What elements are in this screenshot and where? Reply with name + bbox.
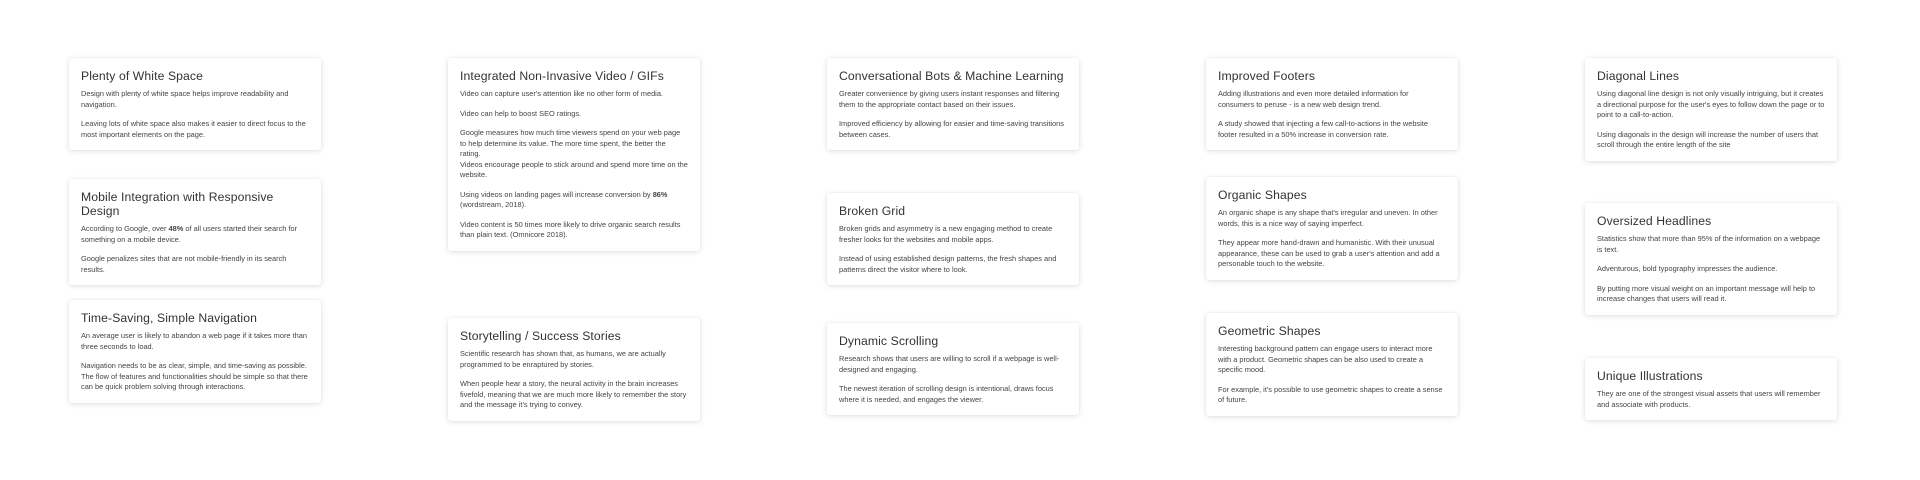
card-text: Greater convenience by giving users instant responses and filtering them to the appropriate contact based on their issues. [839,89,1060,109]
card-title: Organic Shapes [1218,188,1307,202]
card-text: The newest iteration of scrolling design is intentional, draws focus where it is needed, and engages the viewer. [839,384,1054,404]
card-title: Storytelling / Success Stories [460,329,621,343]
card-text: Using diagonal line design is not only visually intriguing, but it creates a directional purpose for the user's eyes to follow down the page or to point to a call-to-action. [1597,89,1825,119]
card-conversational-bots [827,58,1079,150]
card-white-space [69,58,321,150]
text-fragment: of all users started their search for something on a mobile device. [81,224,298,244]
card-title: Diagonal Lines [1597,69,1680,83]
card-text [81,224,309,245]
card-text: Statistics show that more than 95% of the information on a webpage is text. [1597,234,1821,254]
card-text: Google penalizes sites that are not mobile-friendly in its search results. [81,254,287,274]
card-text: Navigation needs to be as clear, simple, and time-saving as possible. The flow of features and functionalities should be simple so that there can be quick problem solving through interactions. [81,361,308,391]
stat-highlight: 86% [652,189,668,199]
card-text: Video can capture user's attention like no other form of media. [460,89,663,98]
card-title: Dynamic Scrolling [839,334,939,348]
card-text: Adventurous, bold typography impresses the audience. [1597,264,1778,273]
card-title: Improved Footers [1218,69,1316,83]
text-fragment: According to Google, over [81,224,169,233]
card-text: Scientific research has shown that, as humans, we are actually programmed to be enraptured by stories. [460,349,666,369]
stat-highlight: 48% [168,224,184,233]
card-title: Time-Saving, Simple Navigation [81,311,257,325]
card-text: Design with plenty of white space helps improve readability and navigation. [81,89,289,109]
card-text: Broken grids and asymmetry is a new engaging method to create fresher looks for the websites and mobile apps. [839,224,1053,244]
card-text: Improved efficiency by allowing for easier and time-saving transitions between cases. [839,119,1064,139]
card-text: Research shows that users are willing to scroll if a webpage is well-designed and engaging. [839,354,1060,374]
card-text [460,190,688,211]
card-text: Videos encourage people to stick around and spend more time on the website. [460,159,688,179]
card-title: Unique Illustrations [1597,369,1703,383]
card-title: Geometric Shapes [1218,324,1321,338]
text-fragment: (wordstream, 2018). [460,200,527,209]
card-improved-footers [1206,58,1458,150]
card-text: Leaving lots of white space also makes it easier to direct focus to the most important elements on the page. [81,119,306,139]
card-text: A study showed that injecting a few call-to-actions in the website footer resulted in a 50% increase in conversion rate. [1218,119,1428,139]
card-text: An average user is likely to abandon a web page if it takes more than three seconds to load. [81,331,307,351]
card-text: An organic shape is any shape that's irregular and uneven. In other words, this is a nice way of saying imperfect. [1218,208,1438,228]
card-title: Plenty of White Space [81,69,204,83]
card-text: Video content is 50 times more likely to drive organic search results than plain text. (Omnicore 2018). [460,219,681,239]
card-text: Google measures how much time viewers spend on your web page to help determine its value. The more time spent, the better the rating. [460,128,681,158]
card-title: Conversational Bots & Machine Learning [839,69,1064,83]
card-diagonal-lines [1585,58,1837,161]
card-geometric-shapes [1206,313,1458,416]
card-text: Using diagonals in the design will increase the number of users that scroll through the entire length of the site [1597,129,1819,149]
card-storytelling [448,318,700,421]
card-text: They appear more hand-drawn and humanistic. With their unusual appearance, these can be used to grab a user's attention and add a personable touch to the website. [1218,238,1440,268]
card-text: Instead of using established design patterns, the fresh shapes and patterns direct the visitor where to look. [839,254,1057,274]
card-title: Mobile Integration with Responsive Design [81,190,274,218]
card-text: Adding illustrations and even more detailed information for consumers to peruse - is a new web design trend. [1218,89,1409,109]
card-unique-illustrations [1585,358,1837,420]
text-fragment: Using videos on landing pages will increase conversion by [460,189,653,199]
card-text: When people hear a story, the neural activity in the brain increases fivefold, meaning that we are much more likely to remember the story and the message it's trying to convey. [460,379,687,409]
card-title: Broken Grid [839,204,906,218]
card-text: By putting more visual weight on an important message will help to increase changes that users will read it. [1597,283,1816,303]
card-text: Interesting background pattern can engage users to interact more with a product. Geometric shapes can be also used to create a specific mood. [1218,344,1433,374]
card-text: For example, it's possible to use geometric shapes to create a sense of future. [1218,384,1443,404]
card-mobile-integration [69,179,321,285]
card-organic-shapes [1206,177,1458,280]
card-text: They are one of the strongest visual assets that users will remember and associate with products. [1597,389,1821,409]
card-oversized-headlines [1585,203,1837,315]
card-title: Oversized Headlines [1597,214,1712,228]
card-broken-grid [827,193,1079,285]
card-dynamic-scrolling [827,323,1079,415]
card-navigation [69,300,321,403]
card-text: Video can help to boost SEO ratings. [460,108,582,118]
card-video [448,58,700,251]
card-title: Integrated Non-Invasive Video / GIFs [460,69,664,83]
